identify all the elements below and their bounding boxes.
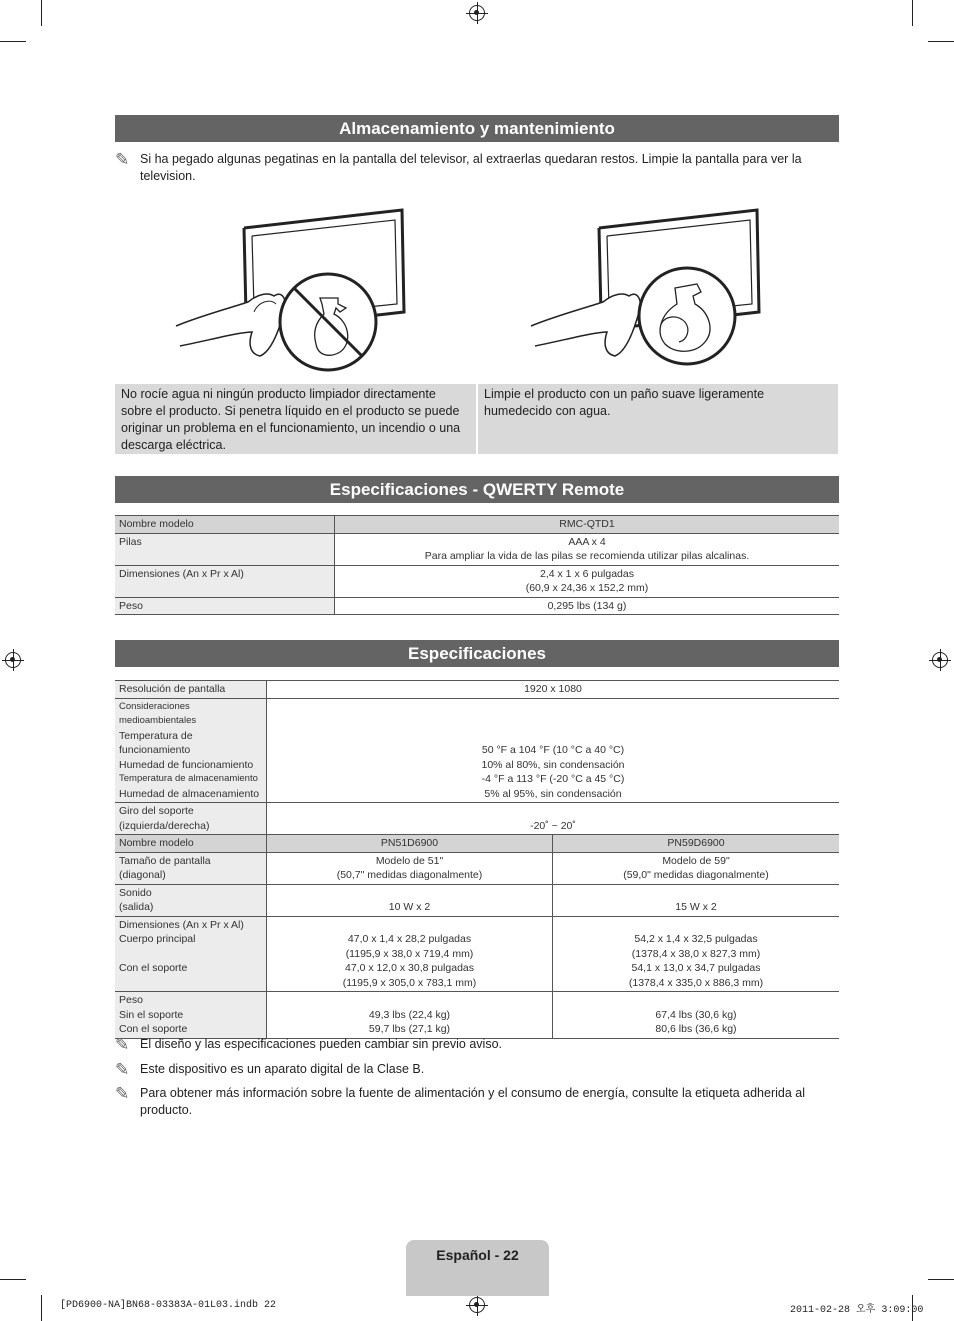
label-line: (diagonal)	[119, 869, 166, 881]
table-value	[267, 916, 553, 992]
table-label: Nombre modelo	[115, 835, 267, 853]
table-row	[115, 992, 839, 1039]
value-line: 47,0 x 12,0 x 30,8 pulgadas	[344, 962, 474, 974]
caption-instruction: Limpie el producto con un paño suave ligeramente humedecido con agua.	[478, 384, 838, 454]
table-row	[115, 597, 839, 615]
value-line: AAA x 4	[568, 535, 606, 548]
value-line: (60,9 x 24,36 x 152,2 mm)	[525, 582, 649, 594]
table-value: 10 W x 2	[267, 884, 553, 916]
label-line: (izquierda/derecha)	[119, 819, 210, 832]
table-row	[115, 533, 839, 565]
label-line: Humedad de almacenamiento	[119, 787, 260, 800]
caption-warning: No rocíe agua ni ningún producto limpiador directamente sobre el producto. Si penetra líquido en el producto se puede originar un problema en el funcionamiento, un incendio o una descarga eléctrica.	[115, 384, 476, 454]
label-line: Humedad de funcionamiento	[119, 758, 254, 771]
registration-mark-icon	[5, 652, 21, 668]
value-line: Para ampliar la vida de las pilas se recomienda utilizar pilas alcalinas.	[424, 550, 750, 562]
crop-mark	[41, 1295, 42, 1321]
value-line: 47,0 x 1,4 x 28,2 pulgadas	[347, 933, 472, 945]
value-line: 80,6 lbs (36,6 kg)	[655, 1023, 737, 1035]
table-value: 15 W x 2	[553, 884, 840, 916]
note-design-changes	[115, 1036, 839, 1053]
label-line: Cuerpo principal	[119, 933, 196, 945]
table-label: Resolución de pantalla	[115, 681, 267, 699]
table-row	[115, 698, 839, 803]
section-title-specs: Especificaciones	[115, 640, 839, 667]
note-power-info	[115, 1085, 839, 1119]
label-line: Peso	[119, 994, 143, 1006]
pencil-note-icon: ✎	[115, 1035, 130, 1054]
page-number: Español - 22	[436, 1247, 519, 1263]
value-line: 54,2 x 1,4 x 32,5 pulgadas	[634, 933, 758, 945]
table-label: Nombre modelo	[115, 516, 335, 534]
table-value: 1920 x 1080	[267, 681, 840, 699]
table-row	[115, 803, 839, 835]
value-line: -4 °F a 113 °F (-20 °C a 45 °C)	[481, 773, 625, 785]
value-line: 67,4 lbs (30,6 kg)	[655, 1008, 737, 1021]
crop-mark	[928, 1279, 954, 1280]
table-row	[115, 916, 839, 992]
note-text: El diseño y las especificaciones pueden cambiar sin previo aviso.	[140, 1037, 502, 1051]
value-line: 50 °F a 104 °F (10 °C a 40 °C)	[481, 744, 625, 756]
label-line: Temperatura de almacenamiento	[119, 773, 258, 784]
crop-mark	[41, 0, 42, 26]
registration-mark-icon	[469, 1297, 485, 1313]
label-line: Tamaño de pantalla	[119, 854, 211, 867]
table-row	[115, 565, 839, 597]
table-value	[267, 852, 553, 884]
value-line: (1195,9 x 305,0 x 783,1 mm)	[342, 976, 477, 989]
table-value	[267, 992, 553, 1039]
footer-date: 2011-02-28 오후 3:09:00	[790, 1305, 924, 1316]
table-label	[115, 884, 267, 916]
value-line: 59,7 lbs (27,1 kg)	[368, 1023, 451, 1035]
section-title-maintenance: Almacenamiento y mantenimiento	[115, 115, 839, 142]
label-line: Temperatura de funcionamiento	[119, 729, 193, 756]
note-stickers	[115, 151, 839, 185]
table-row	[115, 852, 839, 884]
pencil-note-icon: ✎	[115, 1084, 130, 1103]
value-line: (1195,9 x 38,0 x 719,4 mm)	[345, 947, 474, 960]
table-row	[115, 681, 839, 699]
table-label	[115, 803, 267, 835]
value-line: (1378,4 x 335,0 x 886,3 mm)	[628, 976, 764, 989]
label-line: (salida)	[119, 901, 154, 913]
table-label: Pilas	[115, 533, 335, 565]
table-label: Dimensiones (An x Pr x Al)	[115, 565, 335, 597]
table-label: Peso	[115, 597, 335, 615]
label-spacer	[119, 947, 262, 962]
value-line: 54,1 x 13,0 x 34,7 pulgadas	[631, 962, 761, 974]
value-line: Modelo de 59"	[662, 854, 730, 867]
table-value	[553, 916, 840, 992]
note-text: Este dispositivo es un aparato digital de la Clase B.	[140, 1062, 425, 1076]
table-value: PN59D6900	[553, 835, 840, 853]
table-value: 0,295 lbs (134 g)	[335, 597, 840, 615]
registration-mark-icon	[932, 652, 948, 668]
label-line: Sonido	[119, 886, 152, 899]
value-line: 5% al 95%, sin condensación	[484, 787, 622, 800]
table-row	[115, 835, 839, 853]
note-text: Para obtener más información sobre la fuente de alimentación y el consumo de energía, consulte la etiqueta adherida al producto.	[140, 1086, 805, 1117]
table-value: RMC-QTD1	[335, 516, 840, 534]
table-value	[267, 698, 840, 803]
table-value	[553, 852, 840, 884]
value-line: 10% al 80%, sin condensación	[481, 758, 625, 771]
page-number-tab	[406, 1240, 549, 1296]
table-value: PN51D6900	[267, 835, 553, 853]
label-line: Con el soporte	[119, 1023, 188, 1035]
remote-spec-table	[115, 515, 839, 615]
note-class-b	[115, 1061, 839, 1078]
table-value: -20˚ ~ 20˚	[267, 803, 840, 835]
table-row	[115, 884, 839, 916]
table-value	[553, 992, 840, 1039]
note-text: Si ha pegado algunas pegatinas en la pantalla del televisor, al extraerlas quedaran restos. Limpie la pantalla para ver la television.	[140, 152, 802, 183]
label-line: Dimensiones (An x Pr x Al)	[119, 918, 244, 931]
pencil-note-icon: ✎	[115, 150, 130, 169]
label-spacer	[119, 976, 262, 991]
table-value	[335, 565, 840, 597]
illustration-soft-cloth	[525, 204, 765, 374]
value-line: (50,7" medidas diagonalmente)	[336, 869, 483, 881]
crop-mark	[0, 41, 26, 42]
crop-mark	[928, 41, 954, 42]
value-line: 2,4 x 1 x 6 pulgadas	[540, 567, 634, 580]
table-label	[115, 698, 267, 803]
label-line: Con el soporte	[119, 962, 188, 974]
value-line: Modelo de 51"	[375, 854, 444, 867]
pencil-note-icon: ✎	[115, 1060, 130, 1079]
value-line: (59,0" medidas diagonalmente)	[623, 869, 769, 881]
table-label	[115, 992, 267, 1039]
label-line: Consideraciones medioambientales	[119, 700, 197, 726]
tv-spec-table	[115, 680, 839, 1039]
table-row	[115, 516, 839, 534]
crop-mark	[0, 1279, 26, 1280]
table-label	[115, 916, 267, 992]
section-title-remote-specs: Especificaciones - QWERTY Remote	[115, 476, 839, 503]
label-line: Giro del soporte	[119, 805, 194, 817]
table-label	[115, 852, 267, 884]
crop-mark	[912, 0, 913, 26]
registration-mark-icon	[469, 5, 485, 21]
footer-file: [PD6900-NA]BN68-03383A-01L03.indb 22	[60, 1300, 277, 1311]
illustration-no-spray	[170, 204, 410, 374]
value-line: 49,3 lbs (22,4 kg)	[368, 1008, 451, 1021]
value-line: (1378,4 x 38,0 x 827,3 mm)	[631, 947, 761, 960]
table-value	[335, 533, 840, 565]
label-line: Sin el soporte	[119, 1008, 184, 1021]
